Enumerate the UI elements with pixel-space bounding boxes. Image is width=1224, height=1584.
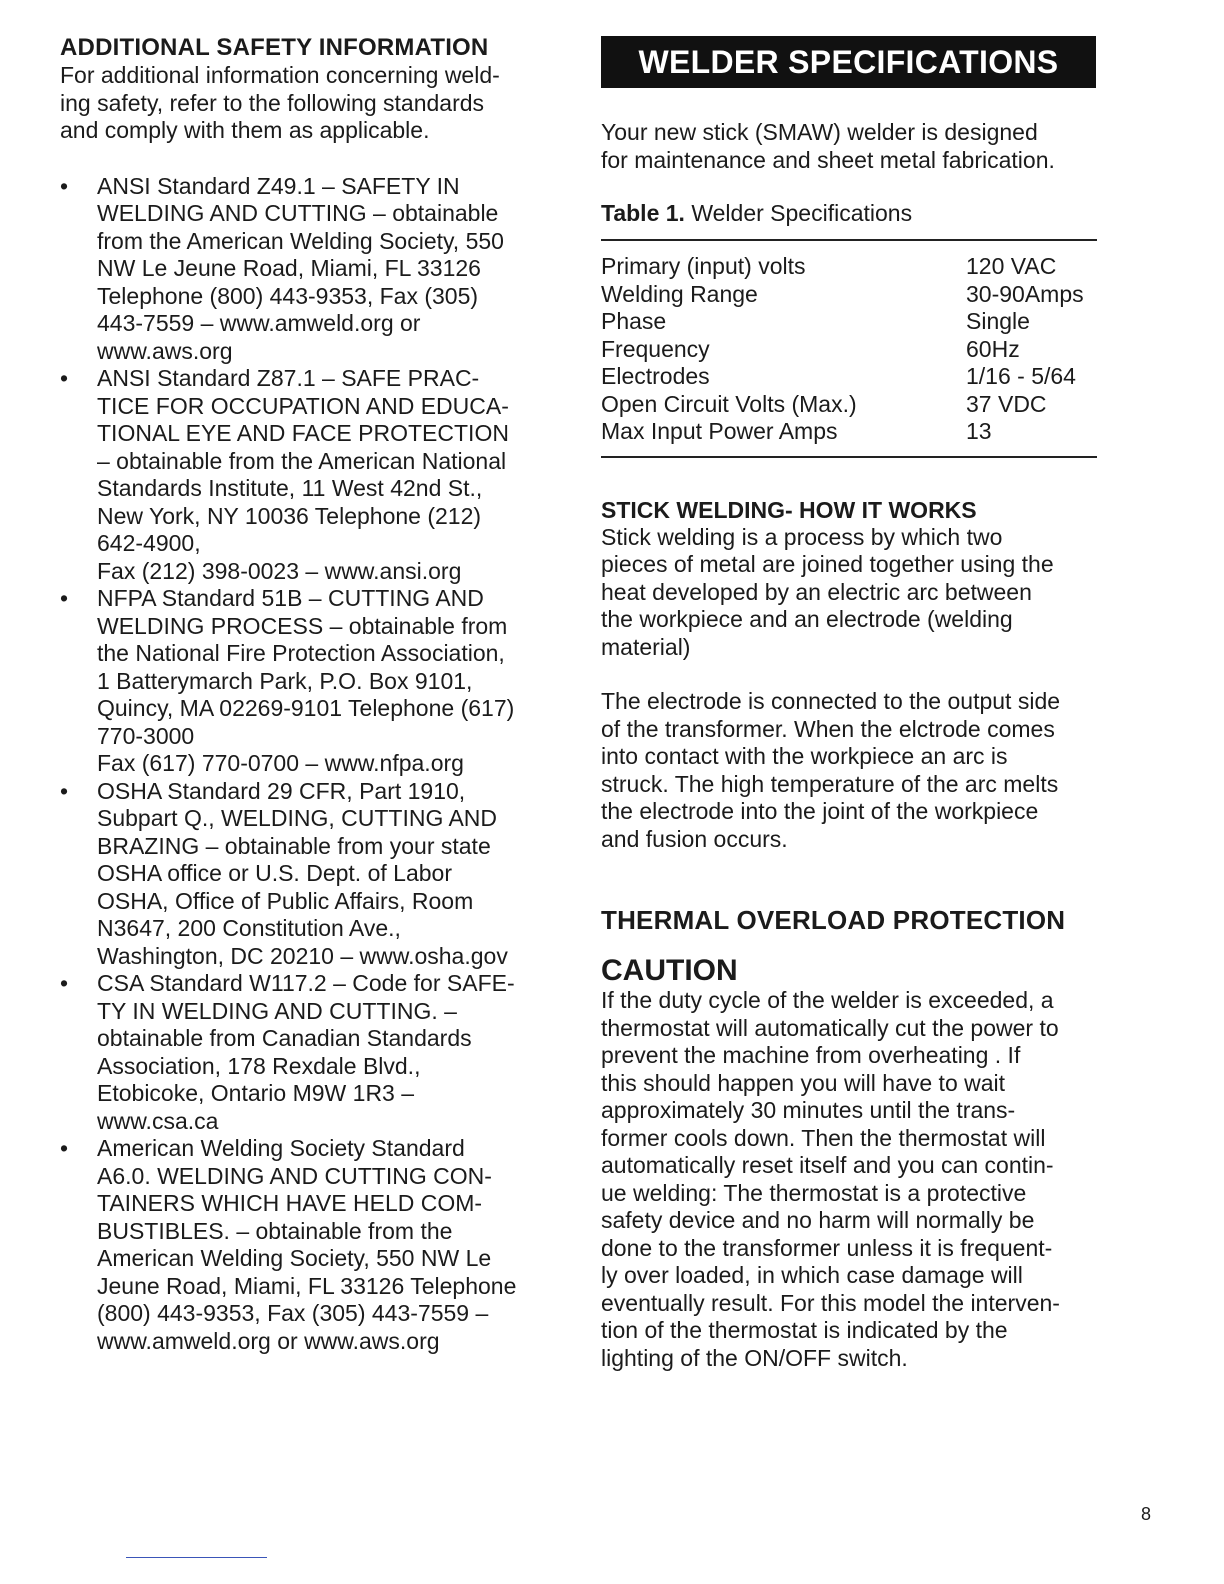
standards-list [60,173,560,1356]
spec-label: Electrodes [601,363,710,389]
bullet-icon: • [60,970,69,996]
right-column [601,36,1101,1372]
standard-text: OSHA Standard 29 CFR, Part 1910, Subpart Q., WELDING, CUTTING AND BRAZING – obtainable from your state OSHA office or U.S. Dept. of Labor OSHA, Office of Public Affairs, Room N3647, 200 Constitution Ave., Washington, DC 20210 – www.osha.gov [97,777,508,969]
table-row [601,281,1097,309]
spec-value: 60Hz [966,335,1020,362]
additional-safety-heading: ADDITIONAL SAFETY INFORMATION [60,34,489,61]
safety-intro: For additional information concerning weld- ing safety, refer to the following standards and comply with them as applicable. [60,62,500,143]
bullet-icon: • [60,172,69,199]
spec-value: 37 VDC [966,390,1047,417]
thermal-overload-heading: THERMAL OVERLOAD PROTECTION [601,905,1066,935]
how-it-works-paragraph-1: Stick welding is a process by which two pieces of metal are joined together using the heat developed by an electric arc between the workpiece and an electrode (welding material) [601,523,1054,660]
bullet-icon: • [60,777,69,804]
spec-value: 1/16 - 5/64 [966,363,1076,389]
caution-heading: CAUTION [601,954,738,987]
spec-value: Single [966,308,1030,334]
page-number: 8 [1141,1504,1152,1524]
standard-text: CSA Standard W117.2 – Code for SAFE- TY IN WELDING AND CUTTING. – obtainable from Canadian Standards Association, 178 Rexdale Blvd., Etobicoke, Ontario M9W 1R3 – www.csa.ca [97,970,515,1134]
table-caption [601,200,1101,227]
spec-label: Welding Range [601,280,758,307]
bullet-icon: • [60,585,69,611]
spec-label: Frequency [601,335,710,362]
bullet-icon: • [60,1135,69,1161]
spec-label: Max Input Power Amps [601,418,838,444]
spec-label: Open Circuit Volts (Max.) [601,390,857,417]
table-row [601,336,1097,364]
list-item [60,365,560,585]
how-it-works-paragraph-2: The electrode is connected to the output side of the transformer. When the elctrode comes into contact with the workpiece an arc is struck. The high temperature of the arc melts the electrode into the joint of the workpiece and fusion occurs. [601,688,1061,852]
welder-intro: Your new stick (SMAW) welder is designed for maintenance and sheet metal fabrication. [601,119,1055,173]
how-it-works-heading: STICK WELDING- HOW IT WORKS [601,496,977,523]
table-label: Table 1. [601,200,685,226]
left-column [60,34,560,1355]
table-row [601,308,1097,336]
list-item [60,585,560,778]
spec-table [601,239,1097,458]
spec-value: 120 VAC [966,253,1057,279]
standard-text: NFPA Standard 51B – CUTTING AND WELDING PROCESS – obtainable from the National Fire Protection Association, 1 Batterymarch Park, P.O. Box 9101, Quincy, MA 02269-9101 Telephone (617) 770-3000 Fax (617) 770-0700 – www.nfpa.org [97,585,515,776]
list-item [60,778,560,971]
table-row [601,391,1097,419]
bullet-icon: • [60,365,69,391]
footer-rule [126,1557,267,1558]
table-row [601,363,1097,391]
table-row [601,253,1097,281]
table-title: Welder Specifications [691,200,913,226]
caution-paragraph: If the duty cycle of the welder is exceeded, a thermostat will automatically cut the power to prevent the machine from overheating . If this should happen you will have to wait approximately 30 minutes until the trans- former cools down. Then the thermostat will automatically reset itself and you can contin- ue welding: The thermostat is a protective safety device and no harm will normally be done to the transformer unless it is frequent- ly over loaded, in which case damage will eventually result. For this model the interven- tion of the thermostat is indicated by the lighting of the ON/OFF switch. [601,987,1060,1371]
spec-value: 13 [966,418,992,444]
spec-value: 30-90Amps [966,280,1084,307]
spec-label: Phase [601,308,667,334]
standard-text: American Welding Society Standard A6.0. WELDING AND CUTTING CON- TAINERS WHICH HAVE HELD COM- BUSTIBLES. – obtainable from the American Welding Society, 550 NW Le Jeune Road, Miami, FL 33126 Telephone (800) 443-9353, Fax (305) 443-7559 – www.amweld.org or www.aws.org [97,1135,517,1354]
table-row [601,418,1097,446]
list-item [60,1135,560,1355]
spec-label: Primary (input) volts [601,253,806,279]
standard-text: ANSI Standard Z87.1 – SAFE PRAC- TICE FOR OCCUPATION AND EDUCA- TIONAL EYE AND FACE PROTECTION – obtainable from the American National Standards Institute, 11 West 42nd St., New York, NY 10036 Telephone (212) 642-4900, Fax (212) 398-0023 – www.ansi.org [97,365,509,584]
list-item [60,970,560,1135]
list-item [60,173,560,366]
welder-specifications-banner: WELDER SPECIFICATIONS [601,36,1096,88]
standard-text: ANSI Standard Z49.1 – SAFETY IN WELDING AND CUTTING – obtainable from the American Welding Society, 550 NW Le Jeune Road, Miami, FL 33126 Telephone (800) 443-9353, Fax (305) 443-7559 – www.amweld.org or www.aws.org [97,172,504,364]
